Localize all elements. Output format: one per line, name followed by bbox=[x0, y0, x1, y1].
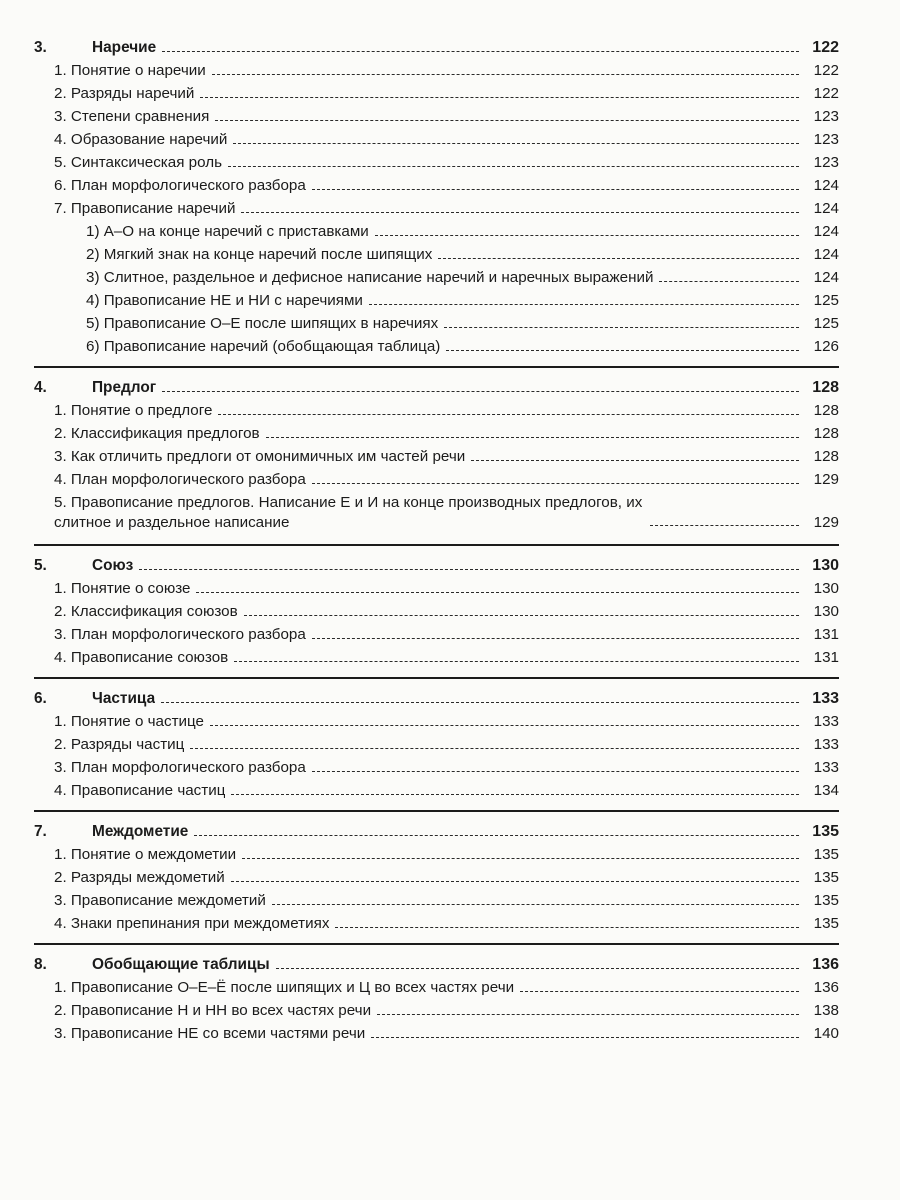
section-page-number: 135 bbox=[812, 823, 839, 840]
toc-entry[interactable] bbox=[34, 243, 839, 266]
toc-entry[interactable] bbox=[34, 866, 839, 889]
toc-entry[interactable] bbox=[34, 335, 839, 358]
table-of-contents bbox=[34, 34, 839, 1053]
entry-page-number: 123 bbox=[813, 154, 839, 171]
entry-title: 5. Синтаксическая роль bbox=[54, 154, 223, 171]
dash-leader bbox=[377, 1014, 799, 1015]
entry-title: 1. Понятие о наречии bbox=[54, 62, 206, 79]
toc-entry[interactable] bbox=[34, 266, 839, 289]
toc-entry[interactable] bbox=[34, 889, 839, 912]
section-number: 7. bbox=[34, 823, 47, 840]
dash-leader bbox=[335, 927, 799, 928]
toc-entry[interactable] bbox=[34, 779, 839, 802]
entry-title: 1. Понятие о предлоге bbox=[54, 402, 213, 419]
entry-title: 3. План морфологического разбора bbox=[54, 759, 306, 776]
toc-entry[interactable] bbox=[34, 445, 839, 468]
toc-section-heading[interactable] bbox=[34, 34, 839, 59]
entry-title: 4. Правописание частиц bbox=[54, 782, 226, 799]
toc-section-heading[interactable] bbox=[34, 685, 839, 710]
entry-page-number: 133 bbox=[813, 713, 839, 730]
entry-page-number: 125 bbox=[813, 292, 839, 309]
toc-entry[interactable] bbox=[34, 999, 839, 1022]
section-number: 4. bbox=[34, 379, 47, 396]
entry-title: 3) Слитное, раздельное и дефисное написание наречий и наречных выражений bbox=[86, 269, 654, 286]
dash-leader bbox=[231, 794, 799, 795]
section-title: Частица bbox=[92, 690, 156, 707]
section-number: 3. bbox=[34, 39, 47, 56]
toc-entry[interactable] bbox=[34, 312, 839, 335]
entry-title: 3. Степени сравнения bbox=[54, 108, 210, 125]
entry-title: 1. Правописание О–Е–Ё после шипящих и Ц во всех частях речи bbox=[54, 979, 515, 996]
toc-entry[interactable] bbox=[34, 756, 839, 779]
entry-title: 4. Образование наречий bbox=[54, 131, 228, 148]
entry-title: 3. Правописание междометий bbox=[54, 892, 266, 909]
dash-leader bbox=[231, 881, 799, 882]
dash-leader bbox=[200, 97, 799, 98]
toc-entry[interactable] bbox=[34, 128, 839, 151]
entry-title: 5. Правописание предлогов. Написание Е и И на конце производных предлогов, их слитное и раздельное написание bbox=[54, 494, 643, 531]
dash-leader bbox=[244, 615, 799, 616]
section-page-number: 136 bbox=[812, 956, 839, 973]
entry-title: 1. Понятие о частице bbox=[54, 713, 204, 730]
dash-leader bbox=[471, 460, 799, 461]
entry-page-number: 130 bbox=[813, 603, 839, 620]
toc-entry[interactable] bbox=[34, 710, 839, 733]
section-page-number: 128 bbox=[812, 379, 839, 396]
entry-title: 1. Понятие о междометии bbox=[54, 846, 237, 863]
toc-section bbox=[34, 677, 839, 810]
dash-leader bbox=[369, 304, 799, 305]
section-title: Наречие bbox=[92, 39, 157, 56]
toc-entry[interactable] bbox=[34, 733, 839, 756]
toc-entry[interactable] bbox=[34, 976, 839, 999]
entry-page-number: 140 bbox=[813, 1025, 839, 1042]
dash-leader bbox=[446, 350, 799, 351]
entry-page-number: 138 bbox=[813, 1002, 839, 1019]
dash-leader bbox=[194, 835, 799, 836]
dash-leader bbox=[312, 483, 799, 484]
entry-page-number: 124 bbox=[813, 269, 839, 286]
entry-page-number: 124 bbox=[813, 223, 839, 240]
entry-title: 2. Классификация союзов bbox=[54, 603, 238, 620]
entry-page-number: 135 bbox=[813, 892, 839, 909]
entry-page-number: 122 bbox=[813, 62, 839, 79]
entry-page-number: 128 bbox=[813, 402, 839, 419]
toc-entry[interactable] bbox=[34, 577, 839, 600]
dash-leader bbox=[312, 638, 799, 639]
toc-entry[interactable] bbox=[34, 59, 839, 82]
toc-section bbox=[34, 544, 839, 677]
entry-title: 4. План морфологического разбора bbox=[54, 471, 306, 488]
entry-page-number: 131 bbox=[813, 626, 839, 643]
section-title: Обобщающие таблицы bbox=[92, 956, 270, 973]
dash-leader bbox=[196, 592, 799, 593]
entry-title: 2) Мягкий знак на конце наречий после шипящих bbox=[86, 246, 433, 263]
section-number: 5. bbox=[34, 557, 47, 574]
entry-title: 1. Понятие о союзе bbox=[54, 580, 191, 597]
dash-leader bbox=[444, 327, 799, 328]
entry-page-number: 126 bbox=[813, 338, 839, 355]
dash-leader bbox=[520, 991, 799, 992]
toc-section bbox=[34, 34, 839, 366]
section-number: 6. bbox=[34, 690, 47, 707]
toc-entry[interactable] bbox=[34, 220, 839, 243]
toc-entry[interactable] bbox=[34, 151, 839, 174]
entry-page-number: 124 bbox=[813, 177, 839, 194]
dash-leader bbox=[228, 166, 799, 167]
entry-page-number: 131 bbox=[813, 649, 839, 666]
toc-entry[interactable] bbox=[34, 105, 839, 128]
dash-leader bbox=[161, 702, 799, 703]
entry-title: 3. Правописание НЕ со всеми частями речи bbox=[54, 1025, 366, 1042]
entry-page-number: 128 bbox=[813, 448, 839, 465]
entry-page-number: 124 bbox=[813, 246, 839, 263]
toc-entry[interactable] bbox=[34, 289, 839, 312]
dash-leader bbox=[438, 258, 799, 259]
toc-entry[interactable] bbox=[34, 600, 839, 623]
toc-entry[interactable] bbox=[34, 422, 839, 445]
entry-page-number: 124 bbox=[813, 200, 839, 217]
dash-leader bbox=[215, 120, 799, 121]
entry-title: 4. Правописание союзов bbox=[54, 649, 229, 666]
entry-page-number: 122 bbox=[813, 85, 839, 102]
toc-section-heading[interactable] bbox=[34, 374, 839, 399]
toc-entry[interactable] bbox=[34, 399, 839, 422]
toc-entry[interactable] bbox=[34, 468, 839, 491]
entry-title: 2. Разряды частиц bbox=[54, 736, 185, 753]
entry-page-number: 135 bbox=[813, 915, 839, 932]
entry-title: 2. Правописание Н и НН во всех частях речи bbox=[54, 1002, 372, 1019]
dash-leader bbox=[241, 212, 799, 213]
entry-title: 4) Правописание НЕ и НИ с наречиями bbox=[86, 292, 363, 309]
section-number: 8. bbox=[34, 956, 47, 973]
dash-leader bbox=[312, 771, 799, 772]
entry-title: 6. План морфологического разбора bbox=[54, 177, 306, 194]
toc-section-heading[interactable] bbox=[34, 818, 839, 843]
entry-page-number: 123 bbox=[813, 108, 839, 125]
toc-entry[interactable] bbox=[34, 82, 839, 105]
dash-leader bbox=[659, 281, 799, 282]
toc-section bbox=[34, 810, 839, 943]
toc-entry[interactable] bbox=[34, 646, 839, 669]
dash-leader bbox=[272, 904, 799, 905]
entry-page-number: 129 bbox=[813, 471, 839, 488]
entry-title: 1) А–О на конце наречий с приставками bbox=[86, 223, 369, 240]
dash-leader bbox=[234, 661, 799, 662]
entry-page-number: 123 bbox=[813, 131, 839, 148]
toc-entry[interactable] bbox=[34, 912, 839, 935]
toc-entry[interactable] bbox=[34, 174, 839, 197]
entry-page-number: 133 bbox=[813, 736, 839, 753]
dash-leader bbox=[210, 725, 799, 726]
entry-page-number: 136 bbox=[813, 979, 839, 996]
entry-page-number: 134 bbox=[813, 782, 839, 799]
entry-title: 4. Знаки препинания при междометиях bbox=[54, 915, 330, 932]
dash-leader bbox=[139, 569, 799, 570]
dash-leader bbox=[233, 143, 799, 144]
dash-leader bbox=[371, 1037, 799, 1038]
dash-leader bbox=[162, 51, 799, 52]
toc-entry[interactable] bbox=[34, 843, 839, 866]
entry-title: 2. Разряды наречий bbox=[54, 85, 195, 102]
toc-entry[interactable] bbox=[34, 623, 839, 646]
entry-page-number: 133 bbox=[813, 759, 839, 776]
toc-section-heading[interactable] bbox=[34, 552, 839, 577]
entry-page-number: 128 bbox=[813, 425, 839, 442]
toc-entry[interactable] bbox=[34, 491, 839, 536]
dash-leader bbox=[266, 437, 799, 438]
entry-title: 5) Правописание О–Е после шипящих в наречиях bbox=[86, 315, 439, 332]
toc-section bbox=[34, 943, 839, 1053]
toc-entry[interactable] bbox=[34, 1022, 839, 1045]
dash-leader bbox=[650, 525, 799, 526]
section-title: Союз bbox=[92, 557, 134, 574]
entry-title: 6) Правописание наречий (обобщающая таблица) bbox=[86, 338, 441, 355]
entry-page-number: 129 bbox=[813, 514, 839, 531]
dash-leader bbox=[218, 414, 799, 415]
entry-page-number: 135 bbox=[813, 869, 839, 886]
section-title: Междометие bbox=[92, 823, 189, 840]
entry-title: 3. План морфологического разбора bbox=[54, 626, 306, 643]
dash-leader bbox=[242, 858, 799, 859]
toc-section-heading[interactable] bbox=[34, 951, 839, 976]
dash-leader bbox=[312, 189, 799, 190]
dash-leader bbox=[212, 74, 799, 75]
entry-title: 7. Правописание наречий bbox=[54, 200, 236, 217]
dash-leader bbox=[375, 235, 799, 236]
entry-title: 3. Как отличить предлоги от омонимичных им частей речи bbox=[54, 448, 466, 465]
section-page-number: 133 bbox=[812, 690, 839, 707]
entry-page-number: 125 bbox=[813, 315, 839, 332]
dash-leader bbox=[162, 391, 799, 392]
section-title: Предлог bbox=[92, 379, 157, 396]
entry-page-number: 135 bbox=[813, 846, 839, 863]
entry-title: 2. Классификация предлогов bbox=[54, 425, 260, 442]
entry-page-number: 130 bbox=[813, 580, 839, 597]
section-page-number: 130 bbox=[812, 557, 839, 574]
dash-leader bbox=[276, 968, 799, 969]
toc-entry[interactable] bbox=[34, 197, 839, 220]
section-page-number: 122 bbox=[812, 39, 839, 56]
toc-section bbox=[34, 366, 839, 544]
entry-title: 2. Разряды междометий bbox=[54, 869, 225, 886]
dash-leader bbox=[190, 748, 799, 749]
